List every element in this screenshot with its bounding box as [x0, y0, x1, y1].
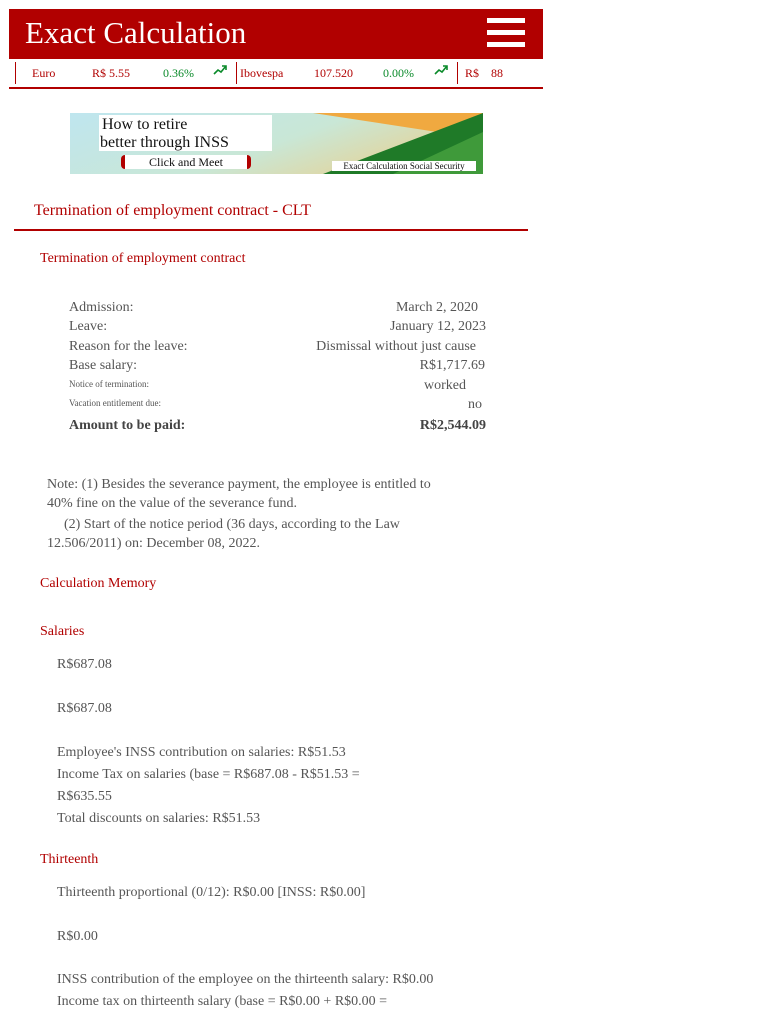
- thirteenth-proportional: Thirteenth proportional (0/12): R$0.00 [INSS: R$0.00]: [57, 885, 366, 900]
- admission-label: Admission:: [69, 300, 134, 315]
- ticker-third-label: R$: [465, 66, 480, 80]
- notice-label: Notice of termination:: [69, 379, 149, 389]
- ticker-euro-change: 0.36%: [163, 66, 194, 80]
- thirteenth-value-1: R$0.00: [57, 929, 98, 944]
- hamburger-menu-icon[interactable]: [487, 18, 525, 48]
- base-salary-label: Base salary:: [69, 358, 138, 373]
- admission-value: March 2, 2020: [395, 300, 478, 315]
- note-1-line-1: Note: (1) Besides the severance payment, the employee is entitled to: [47, 477, 431, 492]
- banner-footer: Exact Calculation Social Security: [332, 161, 476, 171]
- salaries-value-2: R$687.08: [57, 701, 112, 716]
- salaries-value-1: R$687.08: [57, 657, 112, 672]
- section-title: Termination of employment contract: [40, 251, 246, 266]
- trending-up-icon: [434, 64, 448, 80]
- salaries-total: Total discounts on salaries: R$51.53: [57, 811, 261, 826]
- ticker-divider: [457, 62, 458, 84]
- app-header: [9, 9, 543, 59]
- page-title: Termination of employment contract - CLT: [34, 202, 311, 219]
- ticker-ibovespa-value: 107.520: [314, 66, 353, 80]
- trending-up-icon: [213, 64, 227, 80]
- base-salary-value: R$1,717.69: [419, 358, 485, 373]
- total-label: Amount to be paid:: [69, 418, 186, 433]
- salaries-title: Salaries: [40, 624, 85, 639]
- salaries-tax-line-2: R$635.55: [57, 789, 112, 804]
- ticker-euro-value: R$ 5.55: [92, 66, 131, 80]
- ad-banner[interactable]: [70, 113, 483, 174]
- thirteenth-title: Thirteenth: [40, 852, 99, 867]
- title-divider: [14, 229, 528, 231]
- notice-value: worked: [424, 378, 466, 393]
- ticker-ibovespa-change: 0.00%: [383, 66, 414, 80]
- ticker-ibovespa-label: Ibovespa: [240, 66, 284, 80]
- ticker-third-value: 88: [491, 66, 503, 80]
- thirteenth-tax-line-1: Income tax on thirteenth salary (base = R$0.00 + R$0.00 =: [57, 994, 388, 1009]
- ticker-divider: [236, 62, 237, 84]
- banner-line-1: How to retire: [102, 116, 188, 133]
- reason-value: Dismissal without just cause: [316, 339, 476, 354]
- market-ticker: [9, 59, 543, 89]
- thirteenth-inss: INSS contribution of the employee on the thirteenth salary: R$0.00: [57, 972, 434, 987]
- ticker-divider: [15, 62, 16, 84]
- leave-value: January 12, 2023: [389, 319, 486, 334]
- note-1-line-2: 40% fine on the value of the severance fund.: [47, 496, 297, 511]
- salaries-tax-line-1: Income Tax on salaries (base = R$687.08 - R$51.53 =: [57, 767, 360, 782]
- total-value: R$2,544.09: [419, 418, 486, 433]
- reason-label: Reason for the leave:: [69, 339, 188, 354]
- banner-cta-button[interactable]: Click and Meet: [121, 155, 251, 169]
- banner-line-2: better through INSS: [100, 134, 229, 151]
- vacation-value: no: [468, 397, 482, 412]
- leave-label: Leave:: [69, 319, 108, 334]
- memory-title: Calculation Memory: [40, 576, 157, 591]
- note-2-line-1: (2) Start of the notice period (36 days, according to the Law: [64, 517, 400, 532]
- brand-title[interactable]: Exact Calculation: [25, 15, 247, 50]
- ticker-euro-label: Euro: [32, 66, 56, 80]
- salaries-inss: Employee's INSS contribution on salaries: R$51.53: [57, 745, 346, 760]
- vacation-label: Vacation entitlement due:: [69, 398, 161, 408]
- note-2-line-2: 12.506/2011) on: December 08, 2022.: [47, 536, 260, 551]
